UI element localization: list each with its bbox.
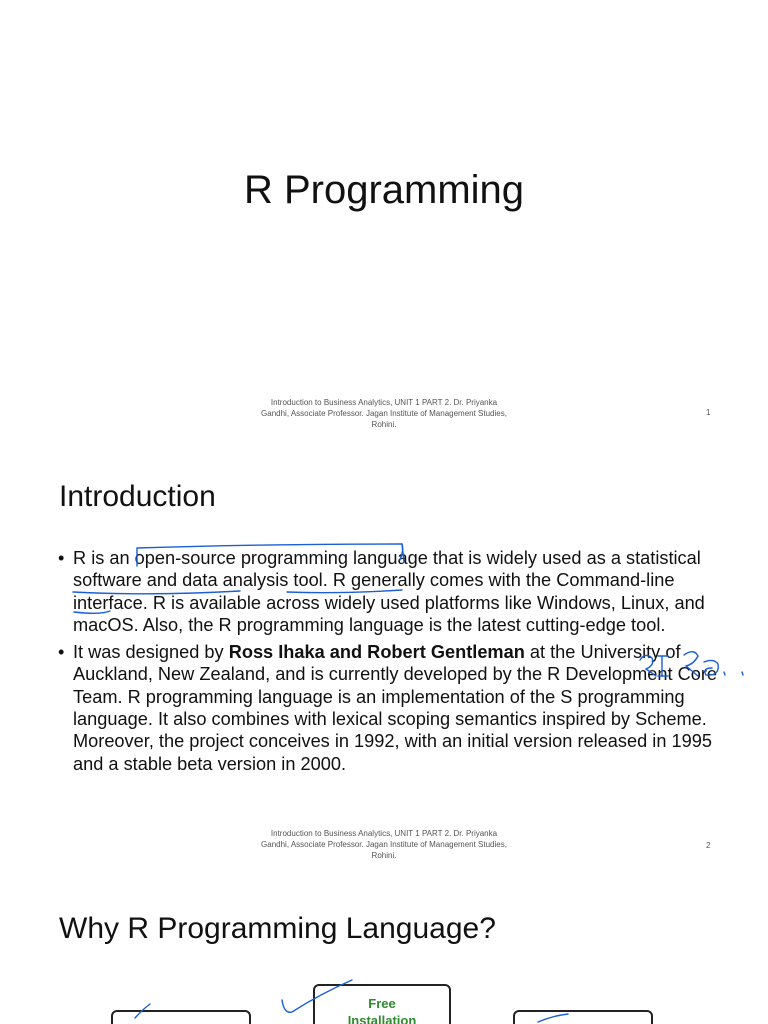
slide-1 [0,0,768,436]
slide-2 [0,436,768,872]
page-number: 1 [706,408,711,417]
bullet-list [58,547,718,780]
slide-3 [0,872,768,1024]
slide-title: R Programming [243,168,525,212]
bullet-text: R is an open-source programming language that is widely used as a statistical software and data analysis tool. R generally comes with the Command-line interface. R is available across widely used platforms like Windows, Linux, and macOS. Also, the R programming language is the latest cutting-edge tool. [73,548,705,635]
feature-box [111,1010,251,1024]
section-heading: Why R Programming Language? [59,912,496,945]
slide-footer: Introduction to Business Analytics, UNIT 1 PART 2. Dr. Priyanka Gandhi, Associate Professor. Jagan Institute of Management Studies, Rohini. [261,829,507,860]
feature-box [513,1010,653,1024]
bullet-item [58,547,718,636]
bullet-text: at the University of Auckland, New Zealand, and is currently developed by the R Development Core Team. R programming language is an implementation of the S programming language. It also combines with lexical scoping semantics inspired by Scheme. Moreover, the project conceives in 1992, with an initial version released in 1995 and a stable beta version in 2000. [73,642,717,774]
feature-box-label: Free [368,996,396,1011]
bullet-text: It was designed by [73,642,229,663]
section-heading: Introduction [59,480,216,513]
bullet-bold-names: Ross Ihaka and Robert Gentleman [228,642,525,663]
slide-footer: Introduction to Business Analytics, UNIT 1 PART 2. Dr. Priyanka Gandhi, Associate Professor. Jagan Institute of Management Studies, Rohini. [261,398,507,429]
feature-box-label: Installation [347,1013,417,1024]
page-number: 2 [706,841,711,850]
bullet-dot-icon: • [58,548,65,568]
bullet-dot-icon: • [58,642,65,663]
bullet-item [58,641,718,775]
feature-box-free-installation [313,984,451,1024]
